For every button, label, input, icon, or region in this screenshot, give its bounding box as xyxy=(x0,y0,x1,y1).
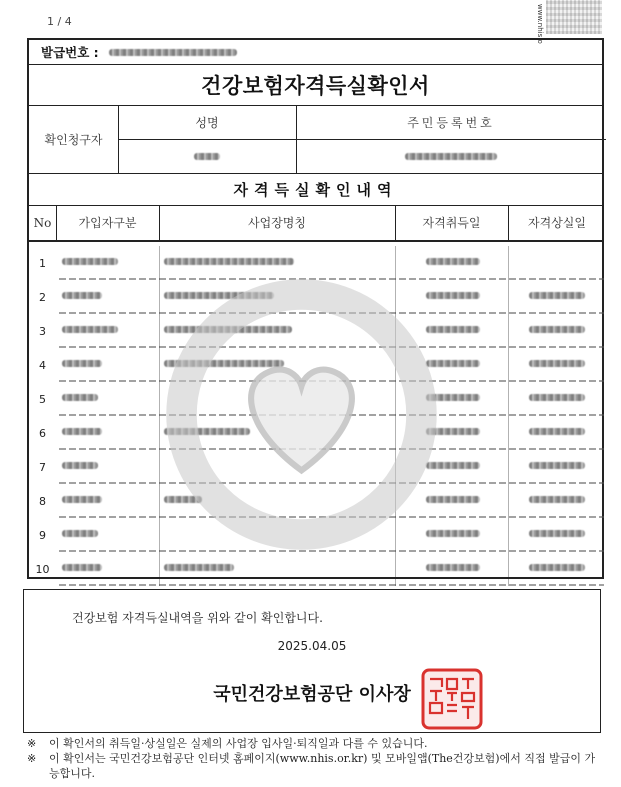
row-number: 9 xyxy=(39,528,46,542)
issue-date: 2025.04.05 xyxy=(277,639,347,653)
workplace-name-redacted xyxy=(164,258,294,265)
row-number: 10 xyxy=(35,562,50,576)
row-separator xyxy=(59,584,604,586)
member-type-redacted xyxy=(62,360,102,367)
row-separator xyxy=(59,278,604,280)
column-divider xyxy=(159,246,160,586)
workplace-name-redacted xyxy=(164,428,250,435)
lost-date-redacted xyxy=(529,496,585,503)
official-seal-stamp xyxy=(420,667,484,731)
row-separator xyxy=(59,312,604,314)
row-separator xyxy=(59,414,604,416)
issue-number-redacted xyxy=(109,49,237,56)
acquired-date-redacted xyxy=(426,530,480,537)
certificate-form xyxy=(27,38,604,579)
page-number: 1 / 4 xyxy=(47,15,72,28)
issuer-name: 국민건강보험공단 이사장 xyxy=(213,684,411,705)
column-divider xyxy=(508,246,509,586)
member-type-redacted xyxy=(62,496,102,503)
note-mark: ※ xyxy=(27,737,37,750)
row-separator xyxy=(59,346,604,348)
id-number-header: 주민등록번호 xyxy=(407,115,495,130)
workplace-name-redacted xyxy=(164,496,202,503)
row-separator xyxy=(59,516,604,518)
row-separator xyxy=(59,448,604,450)
row-separator xyxy=(59,482,604,484)
row-number: 2 xyxy=(39,290,46,304)
acquired-date-redacted xyxy=(426,360,480,367)
acquired-date-redacted xyxy=(426,258,480,265)
applicant-name-redacted xyxy=(118,139,296,173)
column-header-member-type: 가입자구분 xyxy=(78,216,137,230)
member-type-redacted xyxy=(62,462,98,469)
row-number: 1 xyxy=(39,256,46,270)
member-type-redacted xyxy=(62,428,102,435)
member-type-redacted xyxy=(62,326,118,333)
document-title: 건강보험자격득실확인서 xyxy=(201,73,430,98)
column-header-lost-date: 자격상실일 xyxy=(528,216,586,230)
note-text: 이 확인서의 취득일·상실일은 실제의 사업장 입사일·퇴직일과 다를 수 있습니다. xyxy=(49,737,428,750)
row-number: 6 xyxy=(39,426,46,440)
row-separator xyxy=(59,550,604,552)
footnotes xyxy=(27,736,597,781)
lost-date-redacted xyxy=(529,394,585,401)
column-divider xyxy=(395,246,396,586)
workplace-name-redacted xyxy=(164,326,292,333)
member-type-redacted xyxy=(62,258,118,265)
site-label: www.nhis.o xyxy=(536,4,544,44)
row-number: 4 xyxy=(39,358,46,372)
note-text: 이 확인서는 국민건강보험공단 인터넷 홈페이지(www.nhis.or.kr) 및 모바일앱(The건강보험)에서 직접 발급이 가능합니다. xyxy=(49,752,596,780)
qr-code xyxy=(546,0,602,34)
acquired-date-redacted xyxy=(426,564,480,571)
workplace-name-redacted xyxy=(164,292,274,299)
footnote-2 xyxy=(27,751,597,781)
workplace-name-redacted xyxy=(164,564,234,571)
row-number: 3 xyxy=(39,324,46,338)
column-header-acquired-date: 자격취득일 xyxy=(422,216,481,230)
applicant-label: 확인청구자 xyxy=(44,132,103,147)
confirmation-box xyxy=(23,589,601,733)
member-type-redacted xyxy=(62,530,98,537)
acquired-date-redacted xyxy=(426,462,480,469)
column-header-no: No xyxy=(33,215,52,230)
acquired-date-redacted xyxy=(426,394,480,401)
row-number: 7 xyxy=(39,460,46,474)
lost-date-redacted xyxy=(529,462,585,469)
row-number: 8 xyxy=(39,494,46,508)
lost-date-redacted xyxy=(529,326,585,333)
lost-date-redacted xyxy=(529,564,585,571)
applicant-id-redacted xyxy=(296,139,606,173)
footnote-1 xyxy=(27,736,597,751)
section-title: 자격득실확인내역 xyxy=(233,180,398,199)
issue-number-row xyxy=(29,40,602,64)
acquired-date-redacted xyxy=(426,326,480,333)
name-header: 성명 xyxy=(195,115,219,130)
acquired-date-redacted xyxy=(426,428,480,435)
workplace-name-redacted xyxy=(164,360,284,367)
lost-date-redacted xyxy=(529,530,585,537)
issue-number-label: 발급번호 : xyxy=(41,45,99,60)
lost-date-redacted xyxy=(529,292,585,299)
note-mark: ※ xyxy=(27,752,37,765)
column-header-workplace: 사업장명칭 xyxy=(248,216,306,230)
row-separator xyxy=(59,380,604,382)
acquired-date-redacted xyxy=(426,496,480,503)
member-type-redacted xyxy=(62,394,98,401)
row-number: 5 xyxy=(39,392,46,406)
acquired-date-redacted xyxy=(426,292,480,299)
confirmation-text: 건강보험 자격득실내역을 위와 같이 확인합니다. xyxy=(72,611,323,625)
member-type-redacted xyxy=(62,292,102,299)
member-type-redacted xyxy=(62,564,102,571)
lost-date-redacted xyxy=(529,428,585,435)
lost-date-redacted xyxy=(529,360,585,367)
